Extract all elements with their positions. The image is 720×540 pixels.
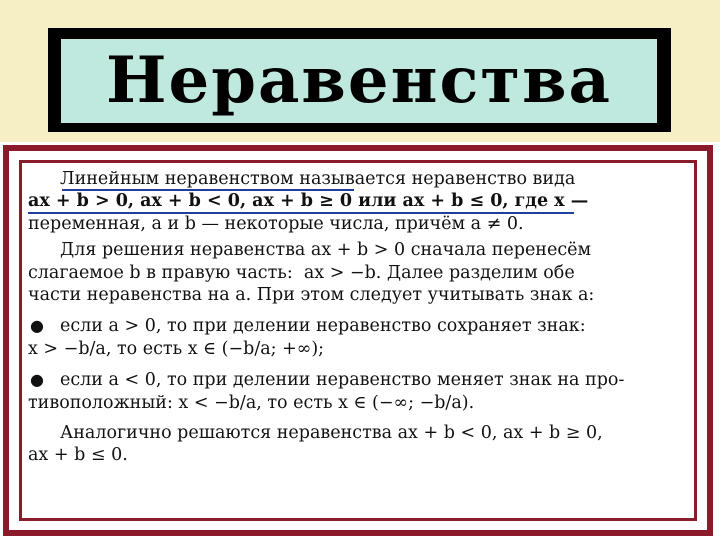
solution-line-2: слагаемое b в правую часть: ax > −b. Далее разделим обе <box>28 262 575 283</box>
bullet-2-line-2: тивоположный: x < −b/a, то есть x ∈ (−∞; −b/a). <box>28 392 475 413</box>
bullet-dot-icon: ● <box>30 316 44 336</box>
solution-line-1: Для решения неравенства ax + b > 0 сначала перенесём <box>60 240 592 261</box>
page-title: Неравенства <box>106 43 612 118</box>
bullet-item-positive <box>28 315 688 360</box>
content-text <box>28 168 688 467</box>
bullet-dot-icon: ● <box>30 370 44 390</box>
definition-line-3: переменная, a и b — некоторые числа, причём a ≠ 0. <box>28 213 524 234</box>
definition-line-1: Линейным неравенством называется неравенство вида <box>60 169 576 189</box>
bullet-2-line-1: если a < 0, то при делении неравенство меняет знак на про- <box>60 370 625 391</box>
solution-line-3: части неравенства на a. При этом следует учитывать знак a: <box>28 285 595 306</box>
title-plate <box>61 39 657 123</box>
conclusion-line-1: Аналогично решаются неравенства ax + b < 0, ax + b ≥ 0, <box>60 423 603 444</box>
bullet-1-line-1: если a > 0, то при делении неравенство сохраняет знак: <box>60 316 586 337</box>
bullet-1-line-2: x > −b/a, то есть x ∈ (−b/a; +∞); <box>28 338 325 359</box>
bullet-item-negative <box>28 369 688 414</box>
definition-line-2: ax + b > 0, ax + b < 0, ax + b ≥ 0 или ax + b ≤ 0, где x — <box>28 191 589 212</box>
conclusion-line-2: ax + b ≤ 0. <box>28 445 128 466</box>
